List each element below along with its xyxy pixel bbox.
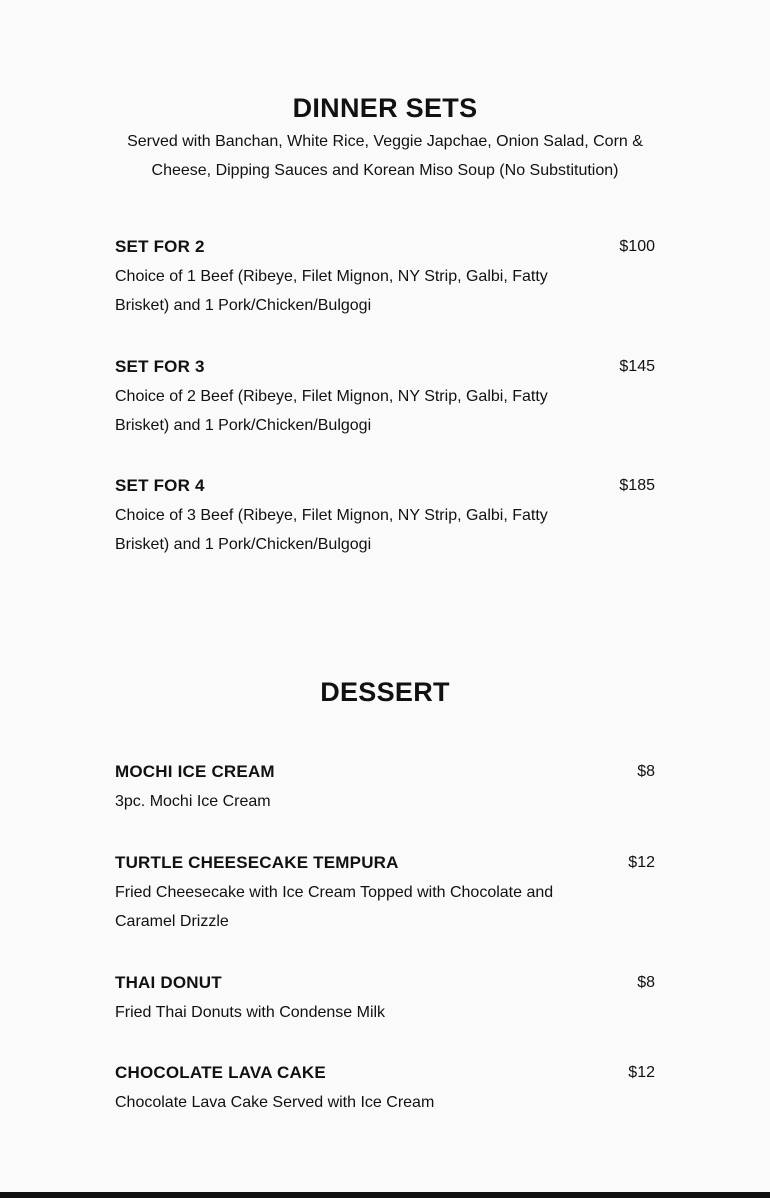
item-price: $8 <box>637 974 655 991</box>
item-price: $145 <box>619 358 655 375</box>
dessert-title: DESSERT <box>320 677 450 707</box>
item-description: 3pc. Mochi Ice Cream <box>115 793 271 810</box>
menu-item <box>115 235 655 320</box>
item-price: $8 <box>637 763 655 780</box>
item-price: $12 <box>628 1064 655 1081</box>
dinner-sets-title: DINNER SETS <box>292 93 478 123</box>
item-price: $12 <box>628 854 655 871</box>
menu-item <box>115 760 655 816</box>
menu-item <box>115 851 655 936</box>
item-name: SET FOR 3 <box>115 357 205 376</box>
item-name: TURTLE CHEESECAKE TEMPURA <box>115 853 399 872</box>
item-description: Fried Cheesecake with Ice Cream Topped with Chocolate and Caramel Drizzle <box>115 884 554 930</box>
item-description: Choice of 3 Beef (Ribeye, Filet Mignon, NY Strip, Galbi, Fatty Brisket) and 1 Pork/Chicken/Bulgogi <box>115 507 548 553</box>
item-name: SET FOR 4 <box>115 476 205 495</box>
menu-item <box>115 971 655 1027</box>
dinner-sets-subtitle: Served with Banchan, White Rice, Veggie Japchae, Onion Salad, Corn & Cheese, Dipping Sauces and Korean Miso Soup (No Substitution) <box>127 133 643 179</box>
menu-item <box>115 474 655 559</box>
item-description: Choice of 2 Beef (Ribeye, Filet Mignon, NY Strip, Galbi, Fatty Brisket) and 1 Pork/Chicken/Bulgogi <box>115 388 548 434</box>
item-price: $100 <box>619 238 655 255</box>
item-name: THAI DONUT <box>115 973 222 992</box>
menu-item <box>115 1061 655 1117</box>
item-name: CHOCOLATE LAVA CAKE <box>115 1063 326 1082</box>
menu-item <box>115 355 655 440</box>
item-name: MOCHI ICE CREAM <box>115 762 275 781</box>
bottom-divider <box>0 1192 770 1198</box>
item-name: SET FOR 2 <box>115 237 205 256</box>
item-description: Choice of 1 Beef (Ribeye, Filet Mignon, NY Strip, Galbi, Fatty Brisket) and 1 Pork/Chicken/Bulgogi <box>115 268 548 314</box>
item-description: Fried Thai Donuts with Condense Milk <box>115 1004 386 1021</box>
item-price: $185 <box>619 477 655 494</box>
item-description: Chocolate Lava Cake Served with Ice Cream <box>115 1094 435 1111</box>
